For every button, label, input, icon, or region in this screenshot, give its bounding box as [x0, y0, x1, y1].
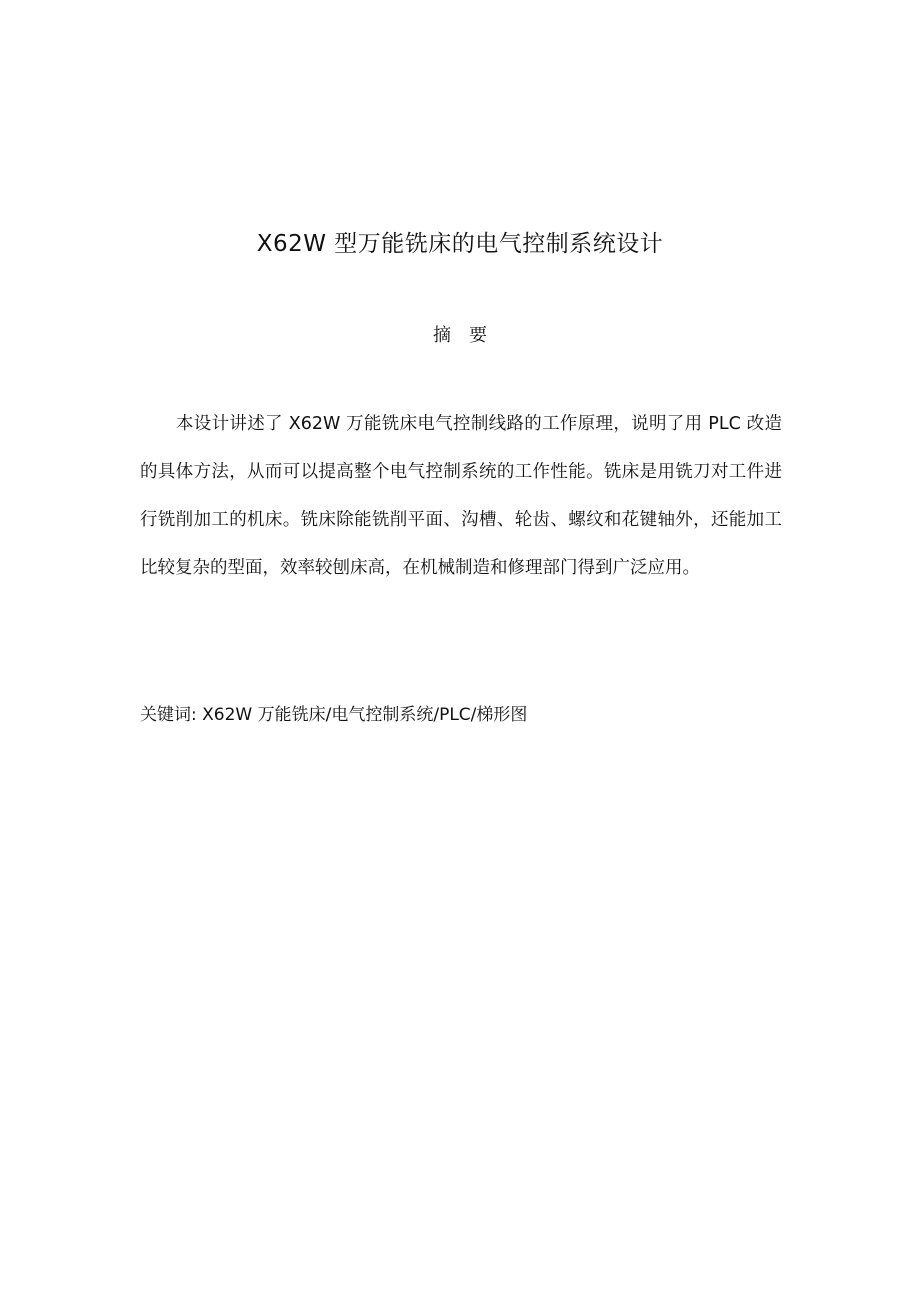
keywords-value: X62W 万能铣床/电气控制系统/PLC/梯形图	[196, 705, 528, 725]
abstract-heading: 摘要	[433, 325, 505, 346]
document-title: X62W 型万能铣床的电气控制系统设计	[256, 231, 664, 257]
keywords-line	[140, 700, 782, 730]
abstract-paragraph: 本设计讲述了 X62W 万能铣床电气控制线路的工作原理，说明了用 PLC 改造的具体方法，从而可以提高整个电气控制系统的工作性能。铣床是用铣刀对工件进行铣削加工的机床。铣床除能铣削平面、沟槽、轮齿、螺纹和花键轴外，还能加工比较复杂的型面，效率较刨床高，在机械制造和修理部门得到广泛应用。	[140, 414, 782, 578]
keywords-label: 关键词:	[140, 705, 197, 725]
